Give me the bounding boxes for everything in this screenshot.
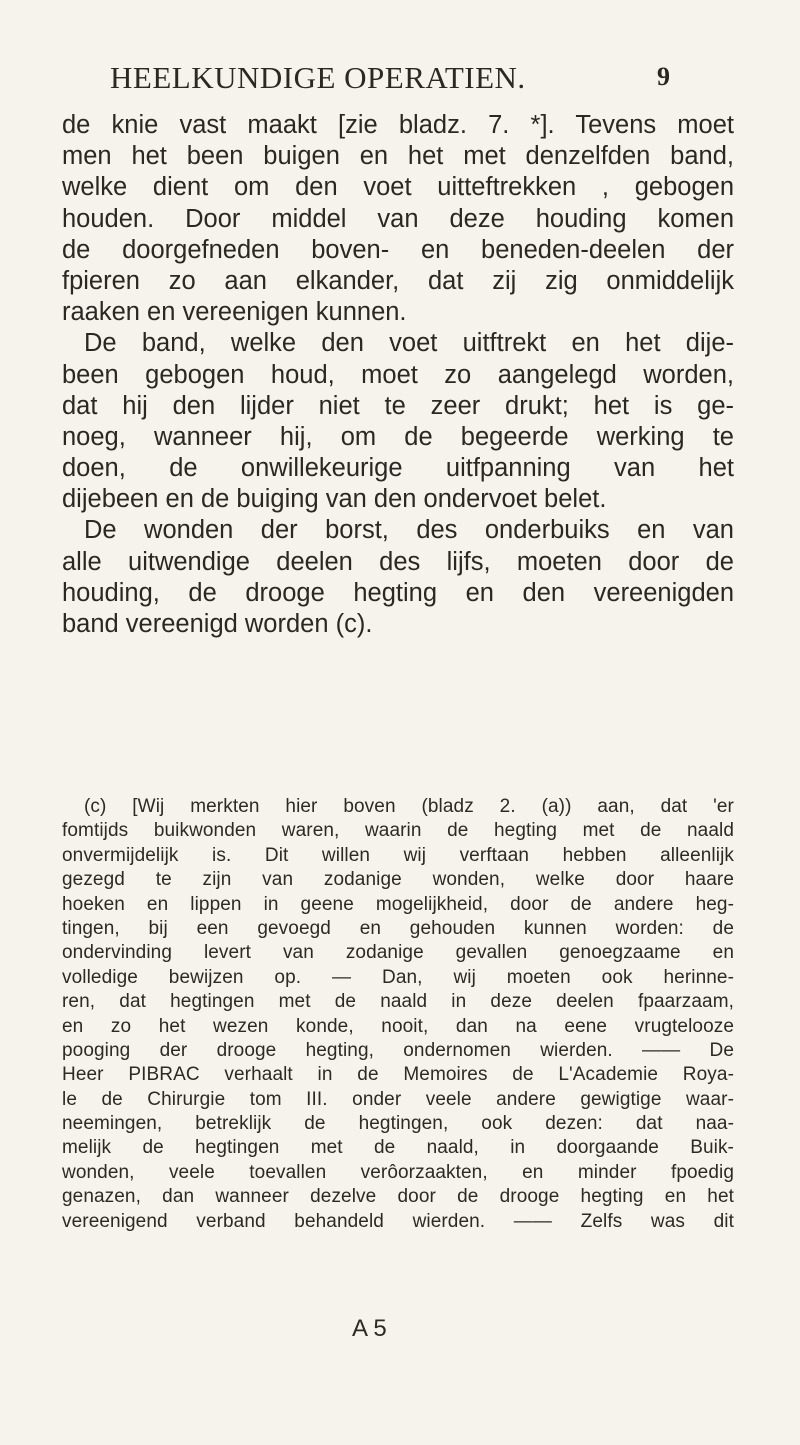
text-line: alle uitwendige deelen des lijfs, moeten door de xyxy=(62,547,734,576)
footnote-line: fomtijds buikwonden waren, waarin de hegting met de naald xyxy=(62,820,734,842)
footnote-line: genazen, dan wanneer dezelve door de drooge hegting en het xyxy=(62,1186,734,1208)
text-line: men het been buigen en het met denzelfden band, xyxy=(62,142,734,171)
text-line: dijebeen en de buiging van den ondervoet belet. xyxy=(62,485,607,514)
text-line: De wonden der borst, des onderbuiks en van xyxy=(84,516,734,545)
text-line: noeg, wanneer hij, om de begeerde werking te xyxy=(62,422,734,451)
footnote-line: en zo het wezen konde, nooit, dan na eene vrugtelooze xyxy=(62,1015,734,1037)
footnote-line: neemingen, betreklijk de hegtingen, ook dezen: dat naa- xyxy=(62,1113,734,1135)
text-line: band vereenigd worden (c). xyxy=(62,610,373,638)
text-line: dat hij den lijder niet te zeer drukt; het is ge- xyxy=(62,391,734,420)
footnote-line: le de Chirurgie tom III. onder veele andere gewigtige waar- xyxy=(62,1088,734,1110)
text-line: houden. Door middel van deze houding komen xyxy=(62,204,734,233)
footnote-line: pooging der drooge hegting, ondernomen wierden. —— De xyxy=(62,1039,734,1061)
main-text-block xyxy=(62,110,734,640)
footnote-line: ondervinding levert van zodanige gevallen genoegzaame en xyxy=(62,942,734,964)
text-line: fpieren zo aan elkander, dat zij zig onmiddelijk xyxy=(62,266,734,295)
text-line: welke dient om den voet uitteftrekken , gebogen xyxy=(62,173,734,202)
page-header xyxy=(110,60,670,100)
footnote-line: (c) [Wij merkten hier boven (bladz 2. (a)) aan, dat 'er xyxy=(84,796,734,817)
footnote-line: tingen, bij een gevoegd en gehouden kunnen worden: de xyxy=(62,917,734,939)
text-line: de doorgefneden boven- en beneden-deelen der xyxy=(62,235,734,264)
footnote-line: onvermijdelijk is. Dit willen wij verftaan hebben alleenlijk xyxy=(62,844,734,866)
footnote-line: ren, dat hegtingen met de naald in deze deelen fpaarzaam, xyxy=(62,991,734,1013)
footnote-line: melijk de hegtingen met de naald, in doorgaande Buik- xyxy=(62,1137,734,1159)
footnote-block xyxy=(62,795,734,1234)
running-title: HEELKUNDIGE OPERATIEN. xyxy=(110,60,526,95)
signature-mark: A 5 xyxy=(352,1315,387,1342)
text-line: houding, de drooge hegting en den vereenigden xyxy=(62,578,734,607)
page-number: 9 xyxy=(657,62,670,91)
footnote-line: gezegd te zijn van zodanige wonden, welke door haare xyxy=(62,869,734,891)
text-line: been gebogen houd, moet zo aangelegd worden, xyxy=(62,360,734,389)
footnote-line: Heer PIBRAC verhaalt in de Memoires de L'Academie Roya- xyxy=(62,1064,734,1086)
text-line: De band, welke den voet uitftrekt en het dije- xyxy=(84,329,734,358)
footnote-line: hoeken en lippen in geene mogelijkheid, door de andere heg- xyxy=(62,893,734,915)
text-line: de knie vast maakt [zie bladz. 7. *]. Tevens moet xyxy=(62,111,734,139)
footnote-line: vereenigend verband behandeld wierden. —— Zelfs was dit xyxy=(62,1210,734,1232)
text-line: doen, de onwillekeurige uitfpanning van het xyxy=(62,454,734,483)
footnote-line: wonden, veele toevallen verôorzaakten, en minder fpoedig xyxy=(62,1161,734,1183)
text-line: raaken en vereenigen kunnen. xyxy=(62,298,407,327)
footnote-line: volledige bewijzen op. — Dan, wij moeten ook herinne- xyxy=(62,966,734,988)
